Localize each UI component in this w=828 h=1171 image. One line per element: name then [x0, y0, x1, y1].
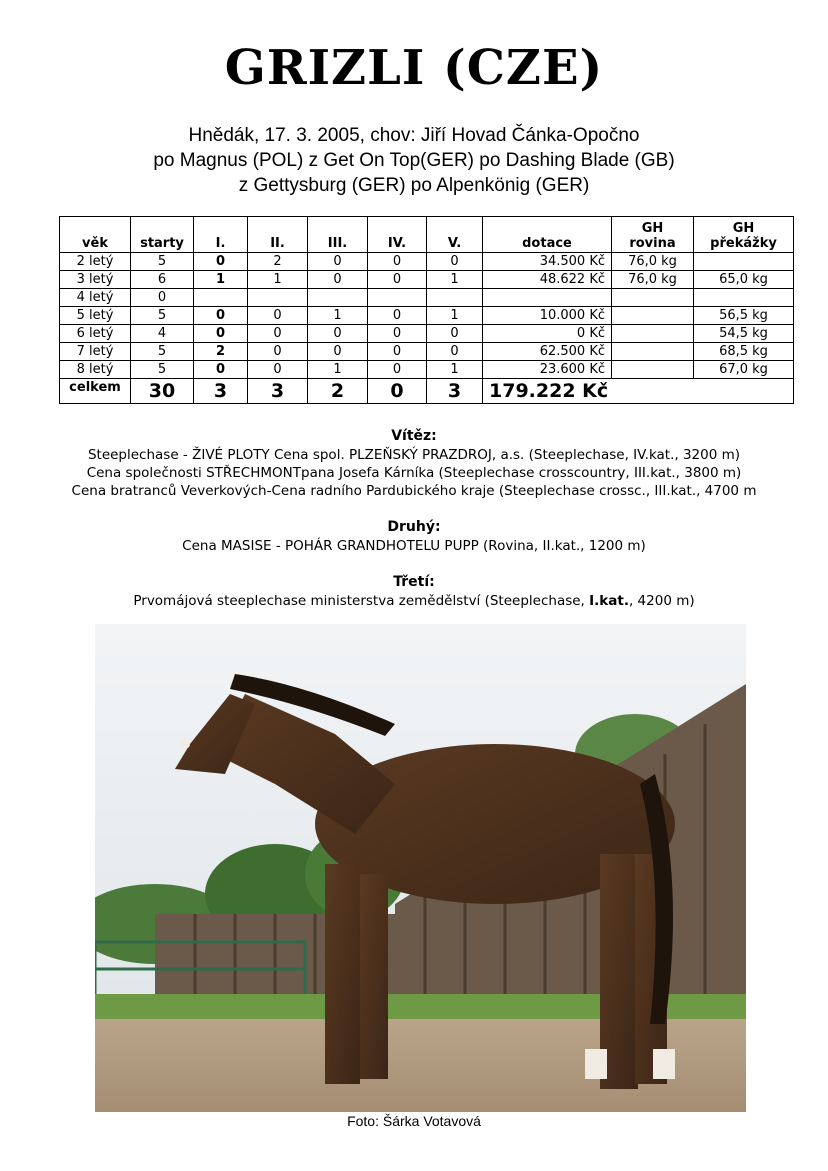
cell-second: 1: [248, 271, 308, 289]
cell-gh-flat: 76,0 kg: [612, 271, 694, 289]
total-first: 3: [194, 379, 248, 404]
cell-fifth: 0: [427, 325, 483, 343]
cell-age: 7 letý: [60, 343, 131, 361]
cell-money: 48.622 Kč: [483, 271, 612, 289]
cell-money: 23.600 Kč: [483, 361, 612, 379]
cell-gh-flat: [612, 307, 694, 325]
cell-starts: 4: [131, 325, 194, 343]
table-row: [60, 325, 794, 343]
total-starts: 30: [131, 379, 194, 404]
cell-age: 5 letý: [60, 307, 131, 325]
cell-starts: 0: [131, 289, 194, 307]
cell-second: 0: [248, 307, 308, 325]
cell-gh-jump: 68,5 kg: [694, 343, 794, 361]
total-label: celkem: [60, 379, 131, 404]
cell-first: 0: [194, 325, 248, 343]
horse-photo-illustration: [95, 624, 746, 1112]
cell-first: 0: [194, 361, 248, 379]
cell-gh-flat: [612, 343, 694, 361]
third-race-text-pre: Prvomájová steeplechase ministerstva zemědělství (Steeplechase,: [133, 593, 590, 609]
winner-race-2: Cena společnosti STŘECHMONTpana Josefa Kárníka (Steeplechase crosscountry, III.kat., 3800 m): [86, 465, 742, 481]
table-header-row: [60, 217, 794, 253]
header-gh-flat: GH rovina: [612, 217, 694, 253]
header-fourth: IV.: [368, 217, 427, 253]
cell-fourth: 0: [368, 343, 427, 361]
pedigree-line-1: Hnědák, 17. 3. 2005, chov: Jiří Hovad Čánka-Opočno: [188, 125, 640, 146]
pedigree-line-2: po Magnus (POL) z Get On Top(GER) po Dashing Blade (GB): [153, 150, 675, 171]
header-gh-jump: GH překážky: [694, 217, 794, 253]
cell-third: 0: [308, 343, 368, 361]
table-total-row: [60, 379, 794, 404]
cell-age: 2 letý: [60, 253, 131, 271]
cell-fifth: 1: [427, 271, 483, 289]
header-third: III.: [308, 217, 368, 253]
cell-gh-jump: 54,5 kg: [694, 325, 794, 343]
cell-fourth: 0: [368, 361, 427, 379]
cell-gh-jump: 56,5 kg: [694, 307, 794, 325]
third-race-text-post: , 4200 m): [628, 593, 695, 609]
cell-money: 10.000 Kč: [483, 307, 612, 325]
cell-starts: 5: [131, 343, 194, 361]
table-row: [60, 289, 794, 307]
cell-first: [194, 289, 248, 307]
cell-gh-flat: 76,0 kg: [612, 253, 694, 271]
cell-gh-flat: [612, 361, 694, 379]
third-race-1: [0, 593, 828, 609]
cell-second: 0: [248, 325, 308, 343]
winner-race-1: Steeplechase - ŽIVÉ PLOTY Cena spol. PLZEŇSKÝ PRAZDROJ, a.s. (Steeplechase, IV.kat., 3200 m): [87, 447, 741, 463]
cell-starts: 6: [131, 271, 194, 289]
total-fourth: 0: [368, 379, 427, 404]
cell-gh-jump: 65,0 kg: [694, 271, 794, 289]
cell-fifth: 1: [427, 307, 483, 325]
cell-fourth: 0: [368, 253, 427, 271]
cell-starts: 5: [131, 361, 194, 379]
horse-photo: [95, 624, 746, 1112]
horse-name-title: GRIZLI (CZE): [224, 40, 604, 96]
cell-fourth: [368, 289, 427, 307]
cell-gh-flat: [612, 289, 694, 307]
cell-fourth: 0: [368, 271, 427, 289]
table-row: [60, 361, 794, 379]
cell-third: 0: [308, 253, 368, 271]
header-fifth: V.: [427, 217, 483, 253]
cell-fifth: [427, 289, 483, 307]
cell-starts: 5: [131, 307, 194, 325]
table-row: [60, 253, 794, 271]
header-second: II.: [248, 217, 308, 253]
cell-money: 62.500 Kč: [483, 343, 612, 361]
cell-age: 8 letý: [60, 361, 131, 379]
winner-race-3: Cena bratranců Veverkových-Cena radního Pardubického kraje (Steeplechase crossc., III.kat., 4700 m: [71, 483, 757, 499]
cell-first: 1: [194, 271, 248, 289]
cell-fifth: 0: [427, 253, 483, 271]
total-fifth: 3: [427, 379, 483, 404]
race-stats-table: [59, 216, 794, 404]
third-heading: Třetí:: [393, 574, 435, 590]
cell-first: 2: [194, 343, 248, 361]
second-heading: Druhý:: [387, 519, 441, 535]
pedigree-line-3: z Gettysburg (GER) po Alpenkönig (GER): [238, 175, 590, 196]
cell-money: 34.500 Kč: [483, 253, 612, 271]
cell-age: 3 letý: [60, 271, 131, 289]
second-race-1: Cena MASISE - POHÁR GRANDHOTELU PUPP (Rovina, II.kat., 1200 m): [182, 538, 646, 554]
header-money: dotace: [483, 217, 612, 253]
cell-second: 0: [248, 343, 308, 361]
cell-third: 1: [308, 307, 368, 325]
cell-gh-jump: [694, 289, 794, 307]
header-starts: starty: [131, 217, 194, 253]
cell-first: 0: [194, 253, 248, 271]
cell-third: [308, 289, 368, 307]
cell-second: 2: [248, 253, 308, 271]
cell-third: 1: [308, 361, 368, 379]
cell-money: [483, 289, 612, 307]
cell-third: 0: [308, 271, 368, 289]
total-second: 3: [248, 379, 308, 404]
cell-first: 0: [194, 307, 248, 325]
header-first: I.: [194, 217, 248, 253]
cell-fifth: 1: [427, 361, 483, 379]
cell-fourth: 0: [368, 325, 427, 343]
third-race-category: I.kat.: [589, 593, 629, 609]
cell-fifth: 0: [427, 343, 483, 361]
table-row: [60, 343, 794, 361]
table-row: [60, 307, 794, 325]
cell-starts: 5: [131, 253, 194, 271]
cell-gh-flat: [612, 325, 694, 343]
winner-heading: Vítěz:: [391, 428, 437, 444]
cell-age: 6 letý: [60, 325, 131, 343]
cell-gh-jump: 67,0 kg: [694, 361, 794, 379]
cell-fourth: 0: [368, 307, 427, 325]
total-third: 2: [308, 379, 368, 404]
cell-second: [248, 289, 308, 307]
total-money: 179.222 Kč: [483, 379, 794, 404]
header-age: věk: [60, 217, 131, 253]
cell-money: 0 Kč: [483, 325, 612, 343]
photo-caption: Foto: Šárka Votavová: [347, 1113, 481, 1129]
table-row: [60, 271, 794, 289]
cell-gh-jump: [694, 253, 794, 271]
cell-second: 0: [248, 361, 308, 379]
cell-age: 4 letý: [60, 289, 131, 307]
cell-third: 0: [308, 325, 368, 343]
